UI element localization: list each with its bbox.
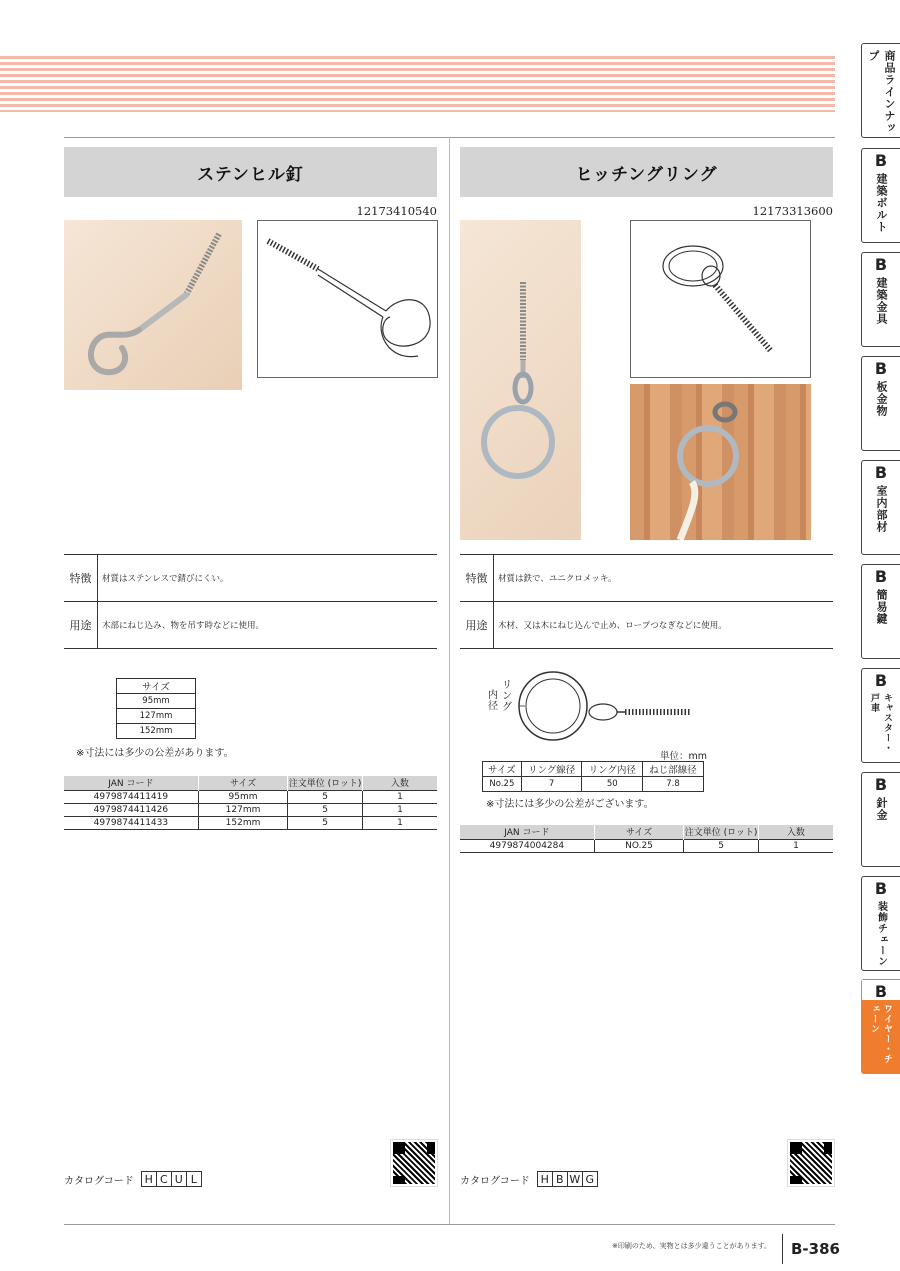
diagram-char: ン <box>502 691 512 702</box>
side-tab-label: 建築ボルト <box>875 173 888 233</box>
spec-table <box>64 554 437 649</box>
spec-row-features <box>460 555 833 602</box>
side-tab-letter: B <box>874 879 888 898</box>
side-tab-lineup[interactable] <box>861 43 900 138</box>
jan-code: 4979874411419 <box>64 790 198 803</box>
qr-code-icon <box>391 1140 437 1186</box>
table-row <box>64 803 437 816</box>
table-row <box>64 816 437 829</box>
catalog-code <box>460 1171 598 1187</box>
jan-qty: 1 <box>758 839 833 852</box>
spec-header: リング線径 <box>521 762 582 777</box>
catalog-code <box>64 1171 202 1187</box>
catalog-cell: G <box>582 1171 598 1187</box>
jan-size: NO.25 <box>594 839 684 852</box>
jan-lot: 5 <box>288 816 363 829</box>
jan-qty: 1 <box>362 790 437 803</box>
features-label: 特徴 <box>64 555 98 601</box>
header-stripes <box>0 56 835 112</box>
spec-header: サイズ <box>483 762 522 777</box>
diagram-char: リ <box>502 680 512 691</box>
side-tab-locks[interactable] <box>861 564 900 659</box>
spec-cell: No.25 <box>483 777 522 792</box>
size-cell: 127mm <box>117 709 196 724</box>
product-photo <box>64 220 242 390</box>
unit-label: 単位：mm <box>660 751 708 762</box>
side-tab-letter: B <box>874 359 888 378</box>
catalog-cell: C <box>156 1171 172 1187</box>
features-text: 材質は鉄で、ユニクロメッキ。 <box>498 574 617 584</box>
jan-header: サイズ <box>198 776 288 790</box>
catalog-cell: H <box>141 1171 157 1187</box>
usage-text: 木部にねじ込み、物を吊す時などに使用。 <box>102 621 265 631</box>
jan-qty: 1 <box>362 816 437 829</box>
table-row <box>64 790 437 803</box>
ring-on-wood-icon <box>630 384 811 540</box>
catalog-cell: L <box>186 1171 202 1187</box>
side-tab-letter: B <box>874 255 888 274</box>
spec-header: リング内径 <box>582 762 643 777</box>
jan-header: 注文単位 (ロット) <box>684 825 759 839</box>
tolerance-note: ※寸法には多少の公差がございます。 <box>486 799 654 810</box>
catalog-cell: W <box>567 1171 583 1187</box>
spec-cell: 7.8 <box>643 777 704 792</box>
side-tab-label: 簡易鍵 <box>875 589 888 625</box>
catalog-cell: B <box>552 1171 568 1187</box>
side-tab-label: 室内部材 <box>875 485 888 533</box>
table-row <box>483 777 704 792</box>
ring-dimension-diagram <box>515 670 695 742</box>
screw-hook-drawing-icon <box>258 221 437 377</box>
size-cell: 152mm <box>117 724 196 739</box>
product-photo <box>460 220 581 540</box>
column-divider <box>449 137 450 1224</box>
jan-size: 95mm <box>198 790 288 803</box>
side-tab-label: 商品ラインナップ <box>867 50 896 134</box>
jan-code: 4979874411426 <box>64 803 198 816</box>
product-code: 12173313600 <box>752 204 833 218</box>
page-number: B-386 <box>782 1234 840 1264</box>
jan-header: 入数 <box>362 776 437 790</box>
side-tab-letter: B <box>862 980 900 1000</box>
diagram-label-right <box>500 680 514 713</box>
side-tab-wire[interactable] <box>861 772 900 867</box>
catalog-cell: H <box>537 1171 553 1187</box>
jan-lot: 5 <box>288 790 363 803</box>
jan-code: 4979874411433 <box>64 816 198 829</box>
side-tab-bolts[interactable] <box>861 148 900 243</box>
usage-label: 用途 <box>460 602 494 648</box>
side-tab-interior[interactable] <box>861 460 900 555</box>
side-tab-casters[interactable] <box>861 668 900 763</box>
side-tab-sheet-metal[interactable] <box>861 356 900 451</box>
usage-photo <box>630 384 811 540</box>
product-right <box>460 147 833 218</box>
size-header: サイズ <box>117 679 196 694</box>
side-tab-label: 針金 <box>875 797 888 821</box>
diagram-char: 径 <box>488 701 498 712</box>
ring-photo-icon <box>460 220 581 540</box>
spec-row-usage <box>460 602 833 649</box>
jan-header: サイズ <box>594 825 684 839</box>
jan-code: 4979874004284 <box>460 839 594 852</box>
bottom-rule <box>64 1224 835 1225</box>
qr-code-icon <box>788 1140 834 1186</box>
spec-table <box>460 554 833 649</box>
screw-hook-photo-icon <box>64 220 242 390</box>
table-row <box>460 839 833 852</box>
side-tab-label: 建築金具 <box>875 277 888 325</box>
tolerance-note: ※寸法には多少の公差があります。 <box>76 748 234 759</box>
print-disclaimer: ※印刷のため、実物とは多少違うことがあります。 <box>612 1242 772 1250</box>
features-text: 材質はステンレスで錆びにくい。 <box>102 574 229 584</box>
jan-lot: 5 <box>684 839 759 852</box>
diagram-label-left <box>486 690 500 712</box>
side-tab-letter: B <box>874 151 888 170</box>
usage-text: 木材、又は木にねじ込んで止め、ロープつなぎなどに使用。 <box>498 621 727 631</box>
jan-lot: 5 <box>288 803 363 816</box>
side-tab-label: 板金物 <box>875 381 888 417</box>
usage-label: 用途 <box>64 602 98 648</box>
ring-spec-table <box>482 761 704 792</box>
jan-table <box>64 776 437 830</box>
size-table <box>116 678 196 739</box>
spec-row-features <box>64 555 437 602</box>
product-left <box>64 147 437 218</box>
spec-row-usage <box>64 602 437 649</box>
catalog-label: カタログコード <box>460 1175 530 1187</box>
side-tab-wire-chain[interactable] <box>861 979 900 1074</box>
jan-header: JAN コード <box>460 825 594 839</box>
jan-header: 注文単位 (ロット) <box>288 776 363 790</box>
side-tab-letter: B <box>874 671 888 690</box>
spec-cell: 7 <box>521 777 582 792</box>
size-cell: 95mm <box>117 694 196 709</box>
side-tab-decorative-chain[interactable] <box>861 876 900 971</box>
side-tab-letter: B <box>874 463 888 482</box>
product-drawing <box>630 220 811 378</box>
side-tab-letter: B <box>874 567 888 586</box>
features-label: 特徴 <box>460 555 494 601</box>
catalog-label: カタログコード <box>64 1175 134 1187</box>
product-code: 12173410540 <box>356 204 437 218</box>
diagram-char: 内 <box>488 690 498 701</box>
ring-drawing-icon <box>631 221 810 377</box>
jan-table <box>460 825 833 853</box>
product-title: ヒッチングリング <box>460 147 833 197</box>
jan-size: 127mm <box>198 803 288 816</box>
catalog-cell: U <box>171 1171 187 1187</box>
product-title: ステンヒル釘 <box>64 147 437 197</box>
spec-cell: 50 <box>582 777 643 792</box>
spec-header: ねじ部線径 <box>643 762 704 777</box>
side-tab-label: キャスター・戸車 <box>869 693 892 753</box>
side-tab-label: 装飾チェーン <box>875 901 887 967</box>
jan-header: JAN コード <box>64 776 198 790</box>
jan-qty: 1 <box>362 803 437 816</box>
jan-header: 入数 <box>758 825 833 839</box>
side-tab-label: ワイヤー・チェーン <box>869 1004 892 1064</box>
product-drawing <box>257 220 438 378</box>
jan-size: 152mm <box>198 816 288 829</box>
diagram-char: グ <box>502 702 512 713</box>
side-tab-hardware[interactable] <box>861 252 900 347</box>
side-tab-letter: B <box>874 775 888 794</box>
